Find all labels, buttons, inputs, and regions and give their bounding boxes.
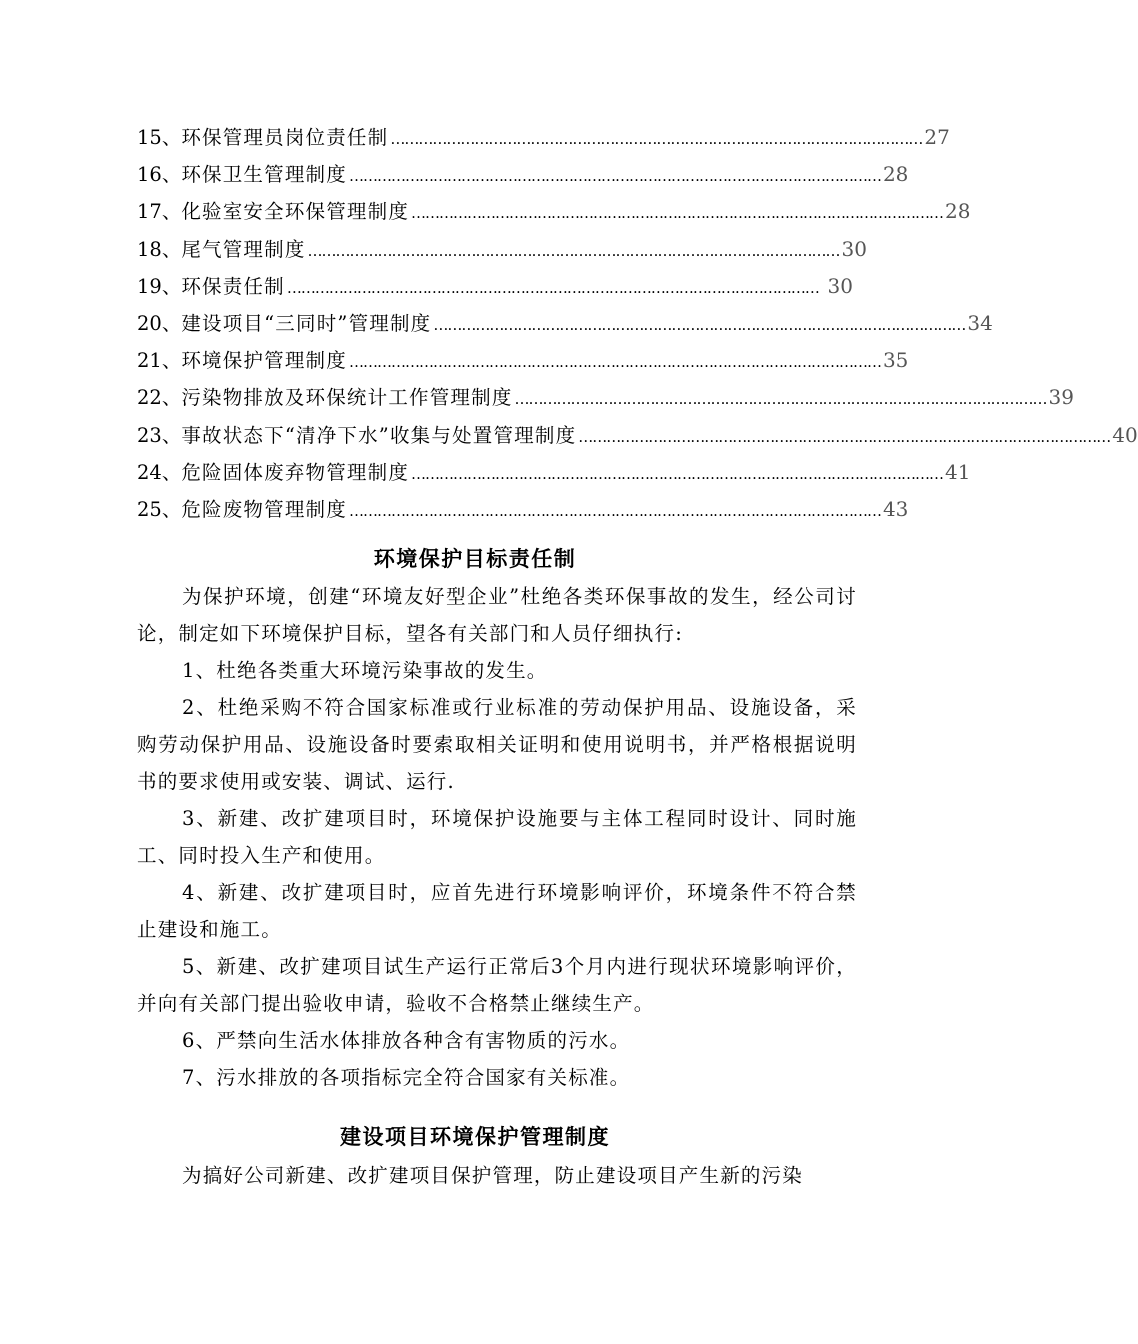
toc-leader-dots: …………………………………………………………………………………………………… — [307, 241, 840, 260]
toc-entry-title: 环保责任制 — [181, 274, 285, 298]
toc-entry-number: 23、 — [137, 423, 182, 447]
toc-entry[interactable] — [137, 342, 909, 379]
toc-leader-dots: …………………………………………………………………………………………………… — [578, 427, 1111, 446]
toc-entry-title: 环境保护管理制度 — [181, 349, 347, 373]
toc-entry-number: 19、 — [137, 274, 182, 298]
paragraph: 3、新建、改扩建项目时，环境保护设施要与主体工程同时设计、同时施工、同时投入生产和使用。 — [137, 807, 857, 867]
toc-entry[interactable] — [137, 454, 971, 491]
toc-leader-dots: …………………………………………………………………………………………………… — [348, 353, 881, 372]
toc-entry-number: 18、 — [137, 237, 182, 261]
toc-leader-dots: …………………………………………………………………………………………………… — [348, 167, 881, 186]
paragraph: 4、新建、改扩建项目时，应首先进行环境影响评价，环境条件不符合禁止建设和施工。 — [137, 881, 857, 941]
toc-entry-page: 30 — [841, 236, 867, 261]
toc-entry[interactable] — [137, 193, 971, 230]
toc-entry-number: 20、 — [137, 311, 182, 335]
toc-entry-page: 28 — [945, 199, 971, 224]
toc-entry[interactable] — [137, 231, 867, 268]
toc-entry-title: 污染物排放及环保统计工作管理制度 — [181, 386, 513, 410]
paragraph: 6、严禁向生活水体排放各种含有害物质的污水。 — [182, 1029, 631, 1052]
toc-entry-number: 24、 — [137, 460, 182, 484]
toc-leader-dots: …………………………………………………………………………………………………… — [411, 464, 944, 483]
toc-entry-title: 事故状态下“清净下水”收集与处置管理制度 — [181, 423, 577, 447]
paragraph: 5、新建、改扩建项目试生产运行正常后3个月内进行现状环境影响评价，并向有关部门提出验收申请，验收不合格禁止继续生产。 — [137, 955, 857, 1015]
toc-entry-title: 尾气管理制度 — [181, 237, 306, 261]
toc-entry-title: 化验室安全环保管理制度 — [181, 200, 410, 224]
toc-leader-dots: …………………………………………………………………………………………………… — [286, 278, 819, 297]
toc-entry-page: 34 — [967, 310, 993, 335]
paragraph: 7、污水排放的各项指标完全符合国家有关标准。 — [182, 1066, 631, 1089]
paragraph: 1、杜绝各类重大环境污染事故的发生。 — [182, 659, 548, 682]
toc-entry-number: 15、 — [137, 126, 182, 149]
section-heading-environmental-targets: 环境保护目标责任制 — [373, 547, 577, 571]
toc-entry[interactable] — [137, 305, 993, 342]
paragraph: 为搞好公司新建、改扩建项目保护管理，防止建设项目产生新的污染 — [182, 1164, 804, 1187]
toc-entry-number: 25、 — [137, 497, 182, 521]
toc-entry[interactable] — [137, 491, 909, 528]
toc-entry-number: 22、 — [137, 386, 182, 410]
toc-entry[interactable] — [137, 417, 1138, 454]
toc-entry-page: 39 — [1048, 385, 1074, 410]
section-body-construction-project — [137, 1157, 857, 1194]
section-body-environmental-targets — [137, 578, 857, 1096]
toc-leader-dots: …………………………………………………………………………………………………… — [348, 501, 881, 520]
toc-entry-page: 27 — [924, 125, 950, 149]
toc-entry-title: 危险废物管理制度 — [181, 497, 347, 521]
paragraph: 2、杜绝采购不符合国家标准或行业标准的劳动保护用品、设施设备，采购劳动保护用品、设施设备时要索取相关证明和使用说明书，并严格根据说明书的要求使用或安装、调试、运行. — [137, 696, 857, 793]
toc-entry[interactable] — [137, 156, 909, 193]
paragraph: 为保护环境，创建“环境友好型企业”杜绝各类环保事故的发生，经公司讨论，制定如下环境保护目标，望各有关部门和人员仔细执行: — [137, 585, 857, 645]
toc-entry-number: 21、 — [137, 349, 182, 373]
toc-entry[interactable] — [137, 379, 1074, 416]
toc-entry-page: 30 — [827, 273, 853, 298]
toc-entry-title: 环保管理员岗位责任制 — [181, 126, 389, 149]
toc-leader-dots: …………………………………………………………………………………………………… — [433, 315, 966, 334]
toc-entry[interactable] — [137, 268, 853, 305]
toc-entry-title: 环保卫生管理制度 — [181, 163, 347, 187]
toc-leader-dots: …………………………………………………………………………………………………… — [514, 390, 1047, 409]
table-of-contents — [137, 119, 1138, 528]
toc-entry-number: 16、 — [137, 163, 182, 187]
section-heading-construction-project: 建设项目环境保护管理制度 — [340, 1125, 610, 1149]
toc-entry-page: 40 — [1112, 422, 1138, 447]
toc-entry-page: 43 — [882, 496, 909, 521]
toc-entry-title: 危险固体废弃物管理制度 — [181, 460, 410, 484]
toc-entry-page: 28 — [882, 162, 909, 187]
toc-leader-dots: …………………………………………………………………………………………………… — [411, 204, 944, 223]
toc-entry-title: 建设项目“三同时”管理制度 — [181, 311, 432, 335]
toc-entry-number: 17、 — [137, 200, 182, 224]
toc-entry-page: 35 — [882, 348, 909, 373]
toc-entry-page: 41 — [945, 459, 971, 484]
toc-leader-dots: …………………………………………………………………………………………………… — [390, 130, 923, 148]
toc-entry[interactable] — [137, 119, 950, 156]
